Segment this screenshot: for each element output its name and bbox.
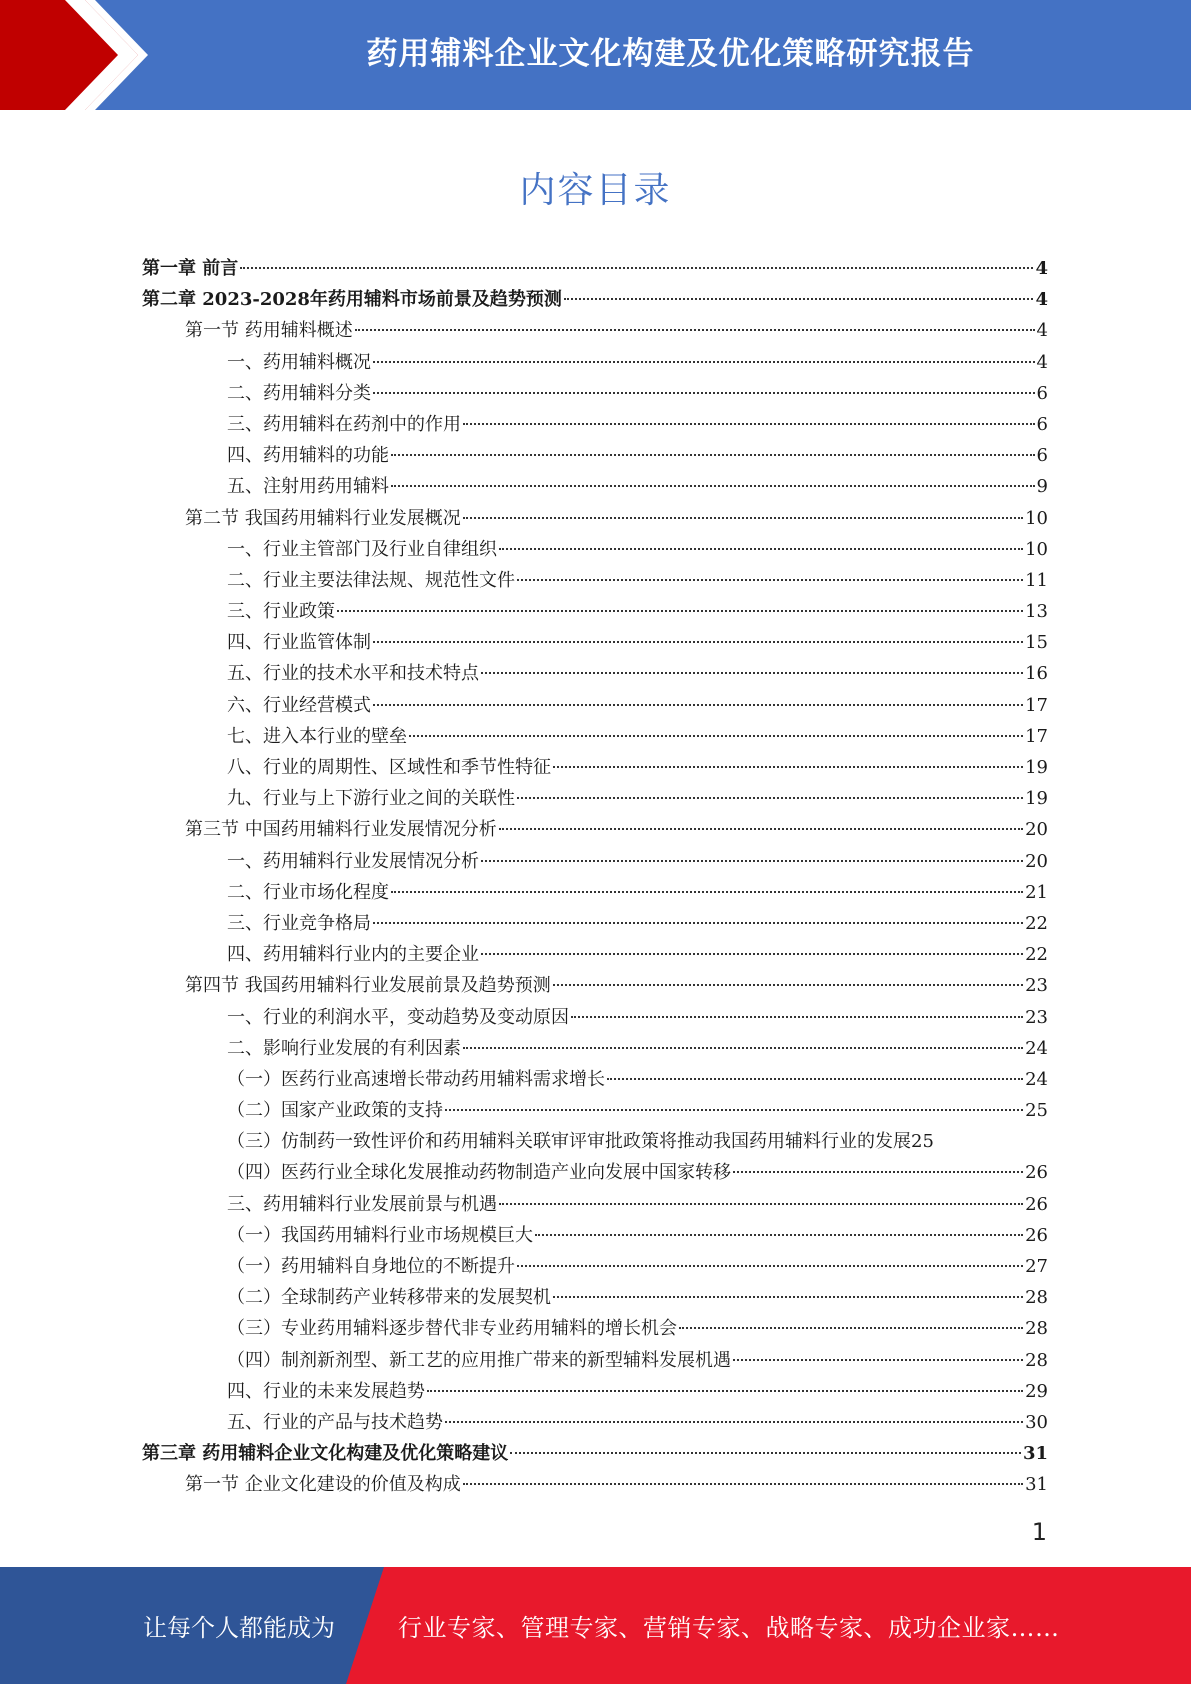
toc-entry-title: （二）国家产业政策的支持 xyxy=(227,1100,443,1122)
toc-entry[interactable] xyxy=(142,1095,1048,1126)
toc-entry-title: 一、药用辅料概况 xyxy=(227,351,371,373)
toc-entry[interactable] xyxy=(142,1407,1048,1438)
toc-leader-dots xyxy=(679,1327,1023,1329)
toc-entry-title: 八、行业的周期性、区域性和季节性特征 xyxy=(227,757,551,778)
toc-entry-title: 五、注射用药用辅料 xyxy=(227,476,389,498)
toc-entry-page: 6 xyxy=(1036,445,1048,467)
toc-entry-title: （四）医药行业全球化发展推动药物制造产业向发展中国家转移 xyxy=(227,1162,731,1184)
toc-leader-dots xyxy=(373,392,1035,394)
toc-leader-dots xyxy=(373,922,1023,924)
toc-entry[interactable] xyxy=(142,503,1048,534)
toc-leader-dots xyxy=(481,672,1023,674)
toc-entry-title: 五、行业的技术水平和技术特点 xyxy=(227,663,479,685)
toc-entry-title: （一）药用辅料自身地位的不断提升 xyxy=(227,1256,515,1277)
toc-entry-page: 20 xyxy=(1025,850,1048,872)
toc-entry-page: 31 xyxy=(1022,1443,1048,1465)
toc-entry-page: 22 xyxy=(1025,944,1048,966)
toc-leader-dots xyxy=(391,891,1023,893)
toc-entry-page: 26 xyxy=(1025,1162,1048,1184)
toc-entry-page: 17 xyxy=(1025,694,1048,716)
toc-entry[interactable] xyxy=(142,378,1048,409)
toc-leader-dots xyxy=(481,860,1023,862)
footer-slogan-right: 行业专家、管理专家、营销专家、战略专家、成功企业家…… xyxy=(398,1614,1060,1642)
toc-entry[interactable] xyxy=(142,814,1048,845)
toc-entry[interactable] xyxy=(142,1064,1048,1095)
toc-entry-page: 25 xyxy=(911,1131,934,1153)
toc-entry-title: 二、行业市场化程度 xyxy=(227,881,389,903)
toc-entry-page: 30 xyxy=(1025,1411,1048,1433)
toc-entry-page: 13 xyxy=(1025,601,1048,623)
toc-leader-dots xyxy=(517,579,1023,581)
toc-leader-dots xyxy=(499,1203,1023,1205)
toc-leader-dots xyxy=(463,517,1023,519)
toc-leader-dots xyxy=(409,735,1023,737)
toc-entry-page: 31 xyxy=(1025,1474,1048,1496)
toc-entry-page: 26 xyxy=(1025,1193,1048,1215)
toc-entry-page: 15 xyxy=(1025,632,1048,654)
toc-entry[interactable] xyxy=(142,534,1048,565)
toc-entry-page: 23 xyxy=(1025,1006,1048,1028)
toc-entry-page: 23 xyxy=(1025,975,1048,997)
toc-entry-page: 9 xyxy=(1036,476,1048,498)
toc-leader-dots xyxy=(517,797,1023,799)
toc-entry[interactable] xyxy=(142,752,1048,783)
toc-entry-title: 七、进入本行业的壁垒 xyxy=(227,725,407,747)
toc-entry-title: 第四节 我国药用辅料行业发展前景及趋势预测 xyxy=(185,975,551,997)
toc-entry[interactable] xyxy=(142,1251,1048,1282)
toc-entry[interactable] xyxy=(142,1469,1048,1500)
toc-entry-page: 16 xyxy=(1025,663,1048,685)
toc-entry-title: 九、行业与上下游行业之间的关联性 xyxy=(227,788,515,810)
toc-entry-title: 第一节 药用辅料概述 xyxy=(185,320,353,342)
toc-entry[interactable] xyxy=(142,783,1048,814)
toc-entry[interactable] xyxy=(142,347,1048,378)
toc-entry-title: 三、行业政策 xyxy=(227,601,335,623)
toc-leader-dots xyxy=(535,1234,1023,1236)
toc-entry-page: 11 xyxy=(1025,569,1048,591)
toc-entry-title: 二、影响行业发展的有利因素 xyxy=(227,1037,461,1059)
toc-leader-dots xyxy=(427,1390,1023,1392)
toc-entry[interactable] xyxy=(142,1002,1048,1033)
toc-leader-dots xyxy=(571,1016,1023,1018)
toc-entry-page: 22 xyxy=(1025,912,1048,934)
toc-leader-dots xyxy=(733,1359,1023,1361)
toc-entry-page: 19 xyxy=(1025,757,1048,778)
table-of-contents xyxy=(142,253,1048,1501)
toc-entry[interactable] xyxy=(142,409,1048,440)
toc-entry-title: 三、药用辅料在药剂中的作用 xyxy=(227,413,461,435)
toc-entry-page: 10 xyxy=(1025,538,1048,560)
toc-entry[interactable] xyxy=(142,1157,1048,1188)
toc-entry-page: 4 xyxy=(1035,258,1048,279)
toc-leader-dots xyxy=(733,1171,1023,1173)
toc-entry[interactable] xyxy=(142,1220,1048,1251)
toc-entry[interactable] xyxy=(142,1438,1048,1469)
toc-leader-dots xyxy=(463,1483,1023,1485)
toc-entry-title: 第三章 药用辅料企业文化构建及优化策略建议 xyxy=(142,1443,509,1465)
toc-leader-dots xyxy=(373,361,1035,363)
toc-entry-title: 三、行业竞争格局 xyxy=(227,912,371,934)
toc-entry[interactable] xyxy=(142,471,1048,502)
toc-leader-dots xyxy=(463,423,1035,425)
toc-leader-dots xyxy=(510,1452,1021,1454)
toc-title: 内容目录 xyxy=(519,170,672,211)
toc-entry-title: 第三节 中国药用辅料行业发展情况分析 xyxy=(185,819,497,841)
toc-entry-title: （二）全球制药产业转移带来的发展契机 xyxy=(227,1287,551,1309)
toc-entry-title: 六、行业经营模式 xyxy=(227,694,371,716)
toc-leader-dots xyxy=(240,267,1033,269)
toc-leader-dots xyxy=(373,641,1023,643)
toc-entry-title: （四）制剂新剂型、新工艺的应用推广带来的新型辅料发展机遇 xyxy=(227,1349,731,1371)
toc-entry[interactable] xyxy=(142,690,1048,721)
toc-leader-dots xyxy=(355,329,1035,331)
toc-entry[interactable] xyxy=(142,1126,1048,1157)
toc-entry-page: 20 xyxy=(1025,819,1048,841)
toc-entry[interactable] xyxy=(142,440,1048,471)
toc-entry[interactable] xyxy=(142,1376,1048,1407)
toc-leader-dots xyxy=(499,828,1023,830)
toc-entry-title: （一）我国药用辅料行业市场规模巨大 xyxy=(227,1224,533,1246)
toc-entry-page: 29 xyxy=(1025,1380,1048,1402)
toc-entry[interactable] xyxy=(142,253,1048,284)
toc-entry[interactable] xyxy=(142,908,1048,939)
toc-entry-page: 6 xyxy=(1036,382,1048,404)
toc-entry[interactable] xyxy=(142,284,1048,315)
toc-entry-title: （三）仿制药一致性评价和药用辅料关联审评审批政策将推动我国药用辅料行业的发展 xyxy=(227,1131,911,1153)
toc-entry-title: 四、行业的未来发展趋势 xyxy=(227,1380,425,1402)
toc-entry-page: 21 xyxy=(1025,881,1048,903)
toc-leader-dots xyxy=(553,766,1023,768)
toc-entry-title: 四、药用辅料行业内的主要企业 xyxy=(227,944,479,966)
toc-entry-title: 五、行业的产品与技术趋势 xyxy=(227,1411,443,1433)
toc-entry[interactable] xyxy=(142,596,1048,627)
toc-entry[interactable] xyxy=(142,565,1048,596)
toc-entry[interactable] xyxy=(142,939,1048,970)
toc-entry[interactable] xyxy=(142,877,1048,908)
footer-slogan-left: 让每个人都能成为 xyxy=(143,1614,335,1642)
toc-entry-title: 三、药用辅料行业发展前景与机遇 xyxy=(227,1193,497,1215)
toc-entry-title: （一）医药行业高速增长带动药用辅料需求增长 xyxy=(227,1068,605,1090)
toc-entry-page: 26 xyxy=(1025,1224,1048,1246)
toc-entry-title: 四、药用辅料的功能 xyxy=(227,445,389,467)
toc-leader-dots xyxy=(607,1078,1023,1080)
toc-entry[interactable] xyxy=(142,1033,1048,1064)
toc-entry[interactable] xyxy=(142,315,1048,346)
toc-entry-page: 27 xyxy=(1025,1256,1048,1277)
toc-entry-page: 25 xyxy=(1025,1100,1048,1122)
toc-entry-title: （三）专业药用辅料逐步替代非专业药用辅料的增长机会 xyxy=(227,1318,677,1340)
header-banner xyxy=(0,0,1191,110)
toc-entry[interactable] xyxy=(142,970,1048,1001)
toc-entry-page: 4 xyxy=(1035,289,1048,311)
footer-banner xyxy=(0,1567,1191,1684)
toc-entry-page: 28 xyxy=(1025,1318,1048,1340)
toc-entry-title: 第一章 前言 xyxy=(142,258,239,279)
toc-leader-dots xyxy=(391,485,1035,487)
toc-entry-page: 24 xyxy=(1025,1037,1048,1059)
toc-entry-title: 第二章 2023-2028年药用辅料市场前景及趋势预测 xyxy=(142,289,562,311)
toc-entry-page: 28 xyxy=(1025,1287,1048,1309)
report-title: 药用辅料企业文化构建及优化策略研究报告 xyxy=(366,35,975,72)
toc-entry[interactable] xyxy=(142,627,1048,658)
toc-leader-dots xyxy=(553,984,1023,986)
toc-leader-dots xyxy=(391,454,1035,456)
toc-leader-dots xyxy=(553,1296,1023,1298)
toc-entry-page: 19 xyxy=(1025,788,1048,810)
toc-leader-dots xyxy=(499,548,1023,550)
toc-leader-dots xyxy=(337,610,1023,612)
toc-leader-dots xyxy=(445,1109,1023,1111)
toc-entry-page: 4 xyxy=(1036,320,1048,342)
toc-entry-title: 一、药用辅料行业发展情况分析 xyxy=(227,850,479,872)
toc-leader-dots xyxy=(373,704,1023,706)
toc-entry-page: 24 xyxy=(1025,1068,1048,1090)
toc-entry-page: 4 xyxy=(1036,351,1048,373)
toc-entry-page: 28 xyxy=(1025,1349,1048,1371)
toc-entry-title: 二、行业主要法律法规、规范性文件 xyxy=(227,569,515,591)
toc-entry-page: 6 xyxy=(1036,413,1048,435)
toc-entry[interactable] xyxy=(142,1313,1048,1344)
toc-entry[interactable] xyxy=(142,721,1048,752)
toc-entry-title: 四、行业监管体制 xyxy=(227,632,371,654)
toc-leader-dots xyxy=(445,1421,1023,1423)
toc-entry[interactable] xyxy=(142,1282,1048,1313)
toc-entry-title: 二、药用辅料分类 xyxy=(227,382,371,404)
toc-entry[interactable] xyxy=(142,1189,1048,1220)
toc-entry[interactable] xyxy=(142,1345,1048,1376)
page-number: 1 xyxy=(1031,1518,1047,1546)
toc-entry-page: 10 xyxy=(1025,507,1048,529)
toc-entry-title: 一、行业的利润水平，变动趋势及变动原因 xyxy=(227,1006,569,1028)
toc-entry-page: 17 xyxy=(1025,725,1048,747)
toc-leader-dots xyxy=(463,1047,1023,1049)
toc-leader-dots xyxy=(517,1265,1023,1267)
toc-entry-title: 第一节 企业文化建设的价值及构成 xyxy=(185,1474,461,1496)
toc-entry-title: 一、行业主管部门及行业自律组织 xyxy=(227,538,497,560)
toc-entry[interactable] xyxy=(142,658,1048,689)
toc-entry[interactable] xyxy=(142,846,1048,877)
toc-entry-title: 第二节 我国药用辅料行业发展概况 xyxy=(185,507,461,529)
toc-leader-dots xyxy=(481,953,1023,955)
toc-leader-dots xyxy=(564,298,1034,300)
